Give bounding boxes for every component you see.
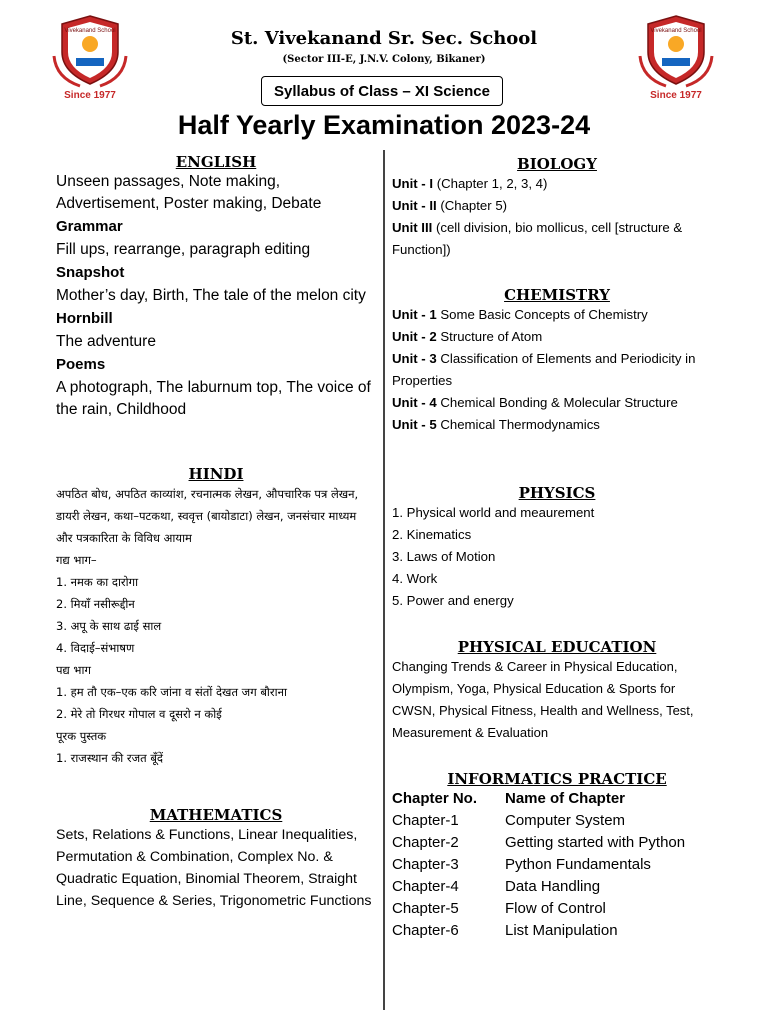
gadya-item: 2. मियाँ नसीरूद्दीन [56,597,135,611]
unit-text: (Chapter 1, 2, 3, 4) [433,176,548,191]
chapter-name: List Manipulation [505,922,618,939]
gadya-item: 3. अपू के साथ ढाई साल [56,619,162,633]
informatics-heading: INFORMATICS PRACTICE [447,770,667,788]
purak-item: 1. राजस्थान की रजत बूँदें [56,751,164,765]
unit-label: Unit - I [392,176,434,191]
informatics-section [392,770,722,942]
chapter-name: Computer System [505,812,626,829]
school-name: St. Vivekanand Sr. Sec. School [230,28,538,49]
english-section [56,153,376,421]
chapter-name: Getting started with Python [505,834,686,851]
logo-text: Vivekanand School [650,28,702,34]
chapter-no: Chapter-3 [392,856,459,873]
english-intro: Unseen passages, Note making, Advertisement, Poster making, Debate [56,173,322,212]
hindi-section [56,465,376,769]
padya-item: 1. हम तौ एक–एक करि जांना व संतों देखत जग बौराना [56,685,287,699]
since-label-right: Since 1977 [650,90,702,101]
table-row [392,854,722,876]
chemistry-unit [392,348,722,392]
physical-education-heading: PHYSICAL EDUCATION [457,638,657,656]
informatics-header-row [392,788,722,810]
chapter-no: Chapter-5 [392,900,459,917]
column-divider [383,150,385,1010]
poems-label: Poems [56,356,106,373]
chapter-no: Chapter-2 [392,834,459,851]
grammar-text: Fill ups, rearrange, paragraph editing [56,241,311,258]
chemistry-unit [392,304,722,326]
hindi-intro: अपठित बोध, अपठित काव्यांश, रचनात्मक लेखन, औपचारिक पत्र लेखन, डायरी लेखन, कथा–पटकथा, स्ववृत्त (बायोडाटा) लेखन, जनसंचार माध्यम और पत्रकारिता के विविध आयाम [56,487,359,545]
since-label-left: Since 1977 [64,90,116,101]
english-heading: ENGLISH [175,153,257,171]
padya-label: पद्य भाग [56,663,91,677]
biology-section [392,155,722,261]
unit-text: Classification of Elements and Periodicity in Properties [392,351,696,388]
hindi-heading: HINDI [188,465,244,483]
chemistry-section [392,286,722,436]
chapter-name: Data Handling [505,878,601,895]
table-row [392,810,722,832]
purak-label: पूरक पुस्तक [56,729,107,743]
chapter-name: Flow of Control [505,900,606,917]
mathematics-heading: MATHEMATICS [149,806,283,824]
unit-label: Unit III [392,220,433,235]
school-address: (Sector III-E, J.N.V. Colony, Bikaner) [282,54,486,65]
biology-heading: BIOLOGY [517,155,597,173]
chapter-no: Chapter-4 [392,878,459,895]
gadya-item: 4. विदाई–संभाषण [56,641,135,655]
unit-label: Unit - 1 [392,307,437,322]
biology-unit [392,217,722,261]
physics-item: 2. Kinematics [392,527,472,542]
hornbill-text: The adventure [56,333,156,350]
chemistry-heading: CHEMISTRY [504,286,610,304]
unit-text: (cell division, bio mollicus, cell [structure & Function]) [392,220,683,257]
biology-unit [392,173,722,195]
chapter-name: Python Fundamentals [505,856,651,873]
hornbill-label: Hornbill [56,310,113,327]
physical-education-section [392,638,722,744]
unit-text: Chemical Thermodynamics [436,417,600,432]
unit-text: (Chapter 5) [436,198,508,213]
physics-section [392,484,722,612]
table-row [392,876,722,898]
gadya-label: गद्य भाग– [56,553,97,567]
grammar-label: Grammar [56,218,123,235]
unit-text: Structure of Atom [436,329,543,344]
chemistry-unit [392,392,722,414]
gadya-item: 1. नमक का दारोगा [56,575,139,589]
school-crest-icon [636,12,716,90]
school-crest-icon [50,12,130,90]
exam-title: Half Yearly Examination 2023-24 [177,110,591,140]
unit-text: Some Basic Concepts of Chemistry [436,307,648,322]
padya-item: 2. मेरे तो गिरधर गोपाल व दूसरो न कोई [56,707,222,721]
poems-text: A photograph, The laburnum top, The voice of the rain, Childhood [56,379,371,418]
chapter-no: Chapter-1 [392,812,459,829]
col-chapter-no: Chapter No. [392,790,478,807]
table-row [392,920,722,942]
unit-label: Unit - II [392,198,437,213]
table-row [392,898,722,920]
unit-label: Unit - 4 [392,395,437,410]
physics-heading: PHYSICS [518,484,596,502]
physics-item: 3. Laws of Motion [392,549,496,564]
physics-item: 5. Power and energy [392,593,514,608]
unit-label: Unit - 3 [392,351,437,366]
chemistry-unit [392,326,722,348]
chemistry-unit [392,414,722,436]
snapshot-label: Snapshot [56,264,125,281]
biology-unit [392,195,722,217]
logo-text: Vivekanand School [64,28,116,34]
syllabus-label: Syllabus of Class – XI Science [261,76,503,106]
mathematics-text: Sets, Relations & Functions, Linear Inequalities, Permutation & Combination, Complex No. & Quadratic Equation, Binomial Theorem, Straight Line, Sequence & Series, Trigonometric Functions [56,827,372,909]
physics-item: 4. Work [392,571,438,586]
chapter-no: Chapter-6 [392,922,459,939]
mathematics-section [56,806,376,912]
unit-text: Chemical Bonding & Molecular Structure [436,395,678,410]
unit-label: Unit - 2 [392,329,437,344]
snapshot-text: Mother’s day, Birth, The tale of the melon city [56,287,366,304]
unit-label: Unit - 5 [392,417,437,432]
col-chapter-name: Name of Chapter [505,790,626,807]
physical-education-text: Changing Trends & Career in Physical Education, Olympism, Yoga, Physical Education & Sports for CWSN, Physical Fitness, Health and Wellness, Test, Measurement & Evaluation [392,659,694,740]
table-row [392,832,722,854]
physics-item: 1. Physical world and meaurement [392,505,595,520]
